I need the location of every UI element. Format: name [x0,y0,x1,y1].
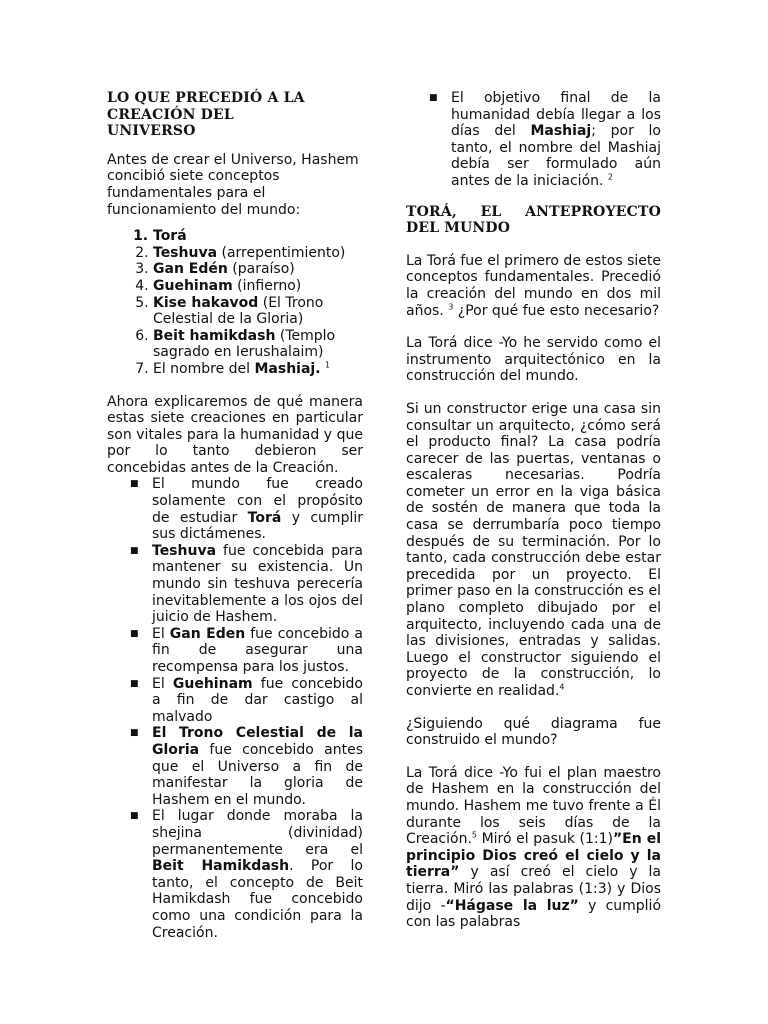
list-item: ■ El Gan Eden fue concebido a fin de asegurar una recompensa para los justos. [130,625,363,675]
square-bullet-icon: ■ [130,811,139,822]
footnote-ref[interactable]: 4 [559,682,565,692]
list-item: 5. Kise hakavod (El Trono Celestial de la Gloria) [153,295,363,328]
continued-list [406,90,661,190]
paragraph: La Torá dice -Yo he servido como el instrumento arquitectónico en la construcción del mundo. [406,335,661,385]
footnote-ref[interactable]: 3 [448,301,454,311]
list-item: ■ El Trono Celestial de la Gloria fue concebido antes que el Universo a fin de manifestar la gloria de Hashem en el mundo. [130,725,363,808]
list-item: 6. Beit hamikdash (Templo sagrado en Ierushalaim) [153,328,363,361]
square-bullet-icon: ■ [130,628,139,639]
list-item: ■ El objetivo final de la humanidad debía llegar a los días del Mashiaj; por lo tanto, el nombre del Mashiaj debía ser formulado aún antes de la iniciación. $^2$ [429,90,661,189]
right-column [406,90,661,931]
intro-paragraph: Antes de crear el Universo, Hashem concibió siete conceptos fundamentales para el funcionamiento del mundo: [107,151,359,218]
list-item: 2. Teshuva (arrepentimiento) [153,245,363,262]
square-bullet-icon: ■ [130,728,139,739]
list-item: 1. Torá [153,228,363,245]
explanations-list [107,476,363,941]
paragraph: La Torá dice -Yo fui el plan maestro de Hashem en la construcción del mundo. Hashem me tuvo frente a Él durante los seis días de la Creación.$^5$ Miró el pasuk (1:1)”En el principio Dios creó el cielo y la tierra” y así creó el cielo y la tierra. Miró las palabras (1:3) y Dios dijo -“Hágase la luz” y cumplió con las palabras [406,764,662,931]
paragraph: Si un constructor erige una casa sin consultar un arquitecto, ¿cómo será el producto final? La casa podría carecer de las puertas, ventanas o escaleras necesarias. Podría cometer un error en la viga básica de sostén de manera que toda la casa se derrumbaría poco tiempo después de su terminación. Por lo tanto, cada construcción debe estar precedida por un proyecto. El primer paso en la construcción es el plano completo dibujado por el arquitecto, incluyendo cada una de las divisiones, entradas y salidas. Luego el constructor siguiendo el proyecto de la construcción, lo convierte en realidad.$^4$ [406,400,661,699]
footnote-ref[interactable]: 5 [471,830,477,840]
left-column [107,90,363,941]
list-item: 3. Gan Edén (paraíso) [153,261,363,278]
explanation-paragraph: Ahora explicaremos de qué manera estas siete creaciones en particular son vitales para la humanidad y que por lo tanto debieron ser concebidas antes de la Creación. [107,393,363,476]
paragraph: La Torá fue el primero de estos siete conceptos fundamentales. Precedió la creación del mundo en dos mil años. $^3$ ¿Por qué fue esto necesario? [406,252,661,319]
list-item: ■ El Guehinam fue concebido a fin de dar castigo al malvado [130,675,364,725]
square-bullet-icon: ■ [130,678,139,689]
paragraph: ¿Siguiendo qué diagrama fue construido el mundo? [406,715,661,749]
square-bullet-icon: ■ [130,545,139,556]
section-title: LO QUE PRECEDIÓ A LA CREACIÓN DEL UNIVERSO [107,90,305,140]
section-title: TORÁ, EL ANTEPROYECTO DEL MUNDO [406,203,661,237]
list-item: 4. Guehinam (infierno) [153,278,363,295]
list-item: 7. El nombre del Mashiaj. $^1$ [153,361,363,378]
list-item: ■ Teshuva fue concebida para mantener su existencia. Un mundo sin teshuva perecería inevitablemente a los ojos del juicio de Hashem. [130,542,363,626]
square-bullet-icon: ■ [429,93,438,103]
concepts-list [107,228,363,377]
footnote-ref[interactable]: 2 [607,172,614,182]
footnote-ref[interactable]: 1 [325,360,331,370]
list-item: ■ El lugar donde moraba la shejina (divinidad) permanentemente era el Beit Hamikdash. Por lo tanto, el concepto de Beit Hamikdash fue concebido como una condición para la Creación. [130,808,363,941]
square-bullet-icon: ■ [130,479,139,490]
list-item: ■ El mundo fue creado solamente con el propósito de estudiar Torá y cumplir sus dictámenes. [130,476,363,543]
